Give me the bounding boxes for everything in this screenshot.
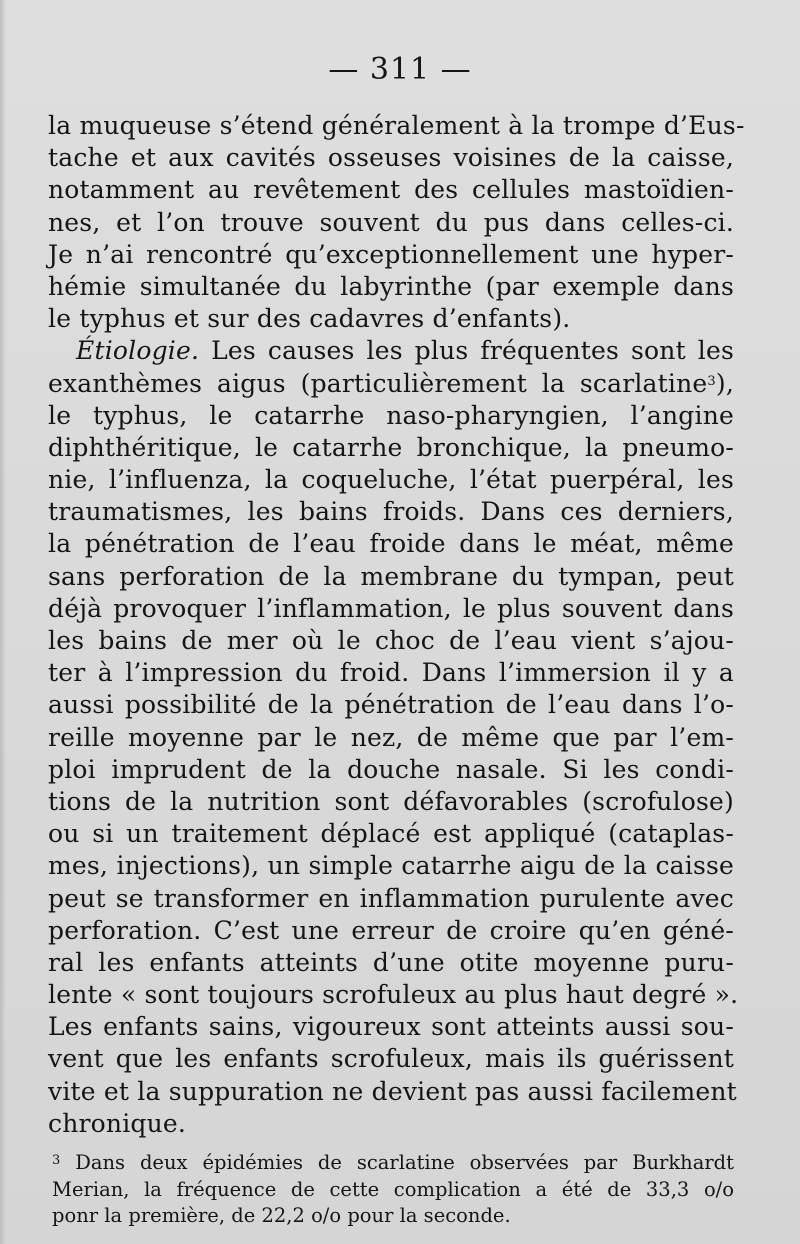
page-edge-shadow [0, 0, 6, 1244]
text-line: tions de la nutrition sont défavorables (scrofulose) [48, 786, 734, 816]
footnote-line: ponr la première, de 22,2 o/o pour la seconde. [52, 1204, 511, 1227]
text-line-with-footnote [48, 368, 734, 400]
text-line: le typhus, le catarrhe naso-pharyngien, l’angine [48, 400, 734, 430]
footnote-line: Merian, la fréquence de cette complication a été de 33,3 o/o [52, 1177, 734, 1201]
text-line: ou si un traitement déplacé est appliqué (cataplas- [48, 819, 734, 849]
text-line: sans perforation de la membrane du tympan, peut [48, 561, 734, 591]
text-line: Les enfants sains, vigoureux sont atteints aussi sou- [48, 1012, 734, 1042]
text-line: mes, injections), un simple catarrhe aigu de la caisse [48, 851, 734, 881]
text-line: aussi possibilité de la pénétration de l’eau dans l’o- [48, 690, 734, 720]
text-line: ter à l’impression du froid. Dans l’immersion il y a [48, 658, 734, 688]
text-line: Je n’ai rencontré qu’exceptionnellement une hyper- [48, 239, 734, 269]
text-line: reille moyenne par le nez, de même que par l’em- [48, 722, 734, 752]
text-line: ral les enfants atteints d’une otite moyenne puru- [48, 947, 734, 977]
text-line: ploi imprudent de la douche nasale. Si les condi- [48, 754, 734, 784]
text-line: le typhus et sur des cadavres d’enfants). [48, 304, 571, 334]
footnote [52, 1150, 734, 1230]
text-line: vite et la suppuration ne devient pas aussi facilement [48, 1076, 737, 1106]
footnote-line [52, 1150, 734, 1177]
page-number: — 311 — [328, 52, 472, 87]
section-heading: Étiologie. [76, 336, 200, 366]
text-line: peut se transformer en inflammation purulente avec [48, 883, 734, 913]
footnote-mark: 3 [52, 1153, 61, 1168]
text-line: chronique. [48, 1108, 187, 1138]
text-line: hémie simultanée du labyrinthe (par exemple dans [48, 271, 734, 301]
body-text [48, 110, 745, 1140]
text-line: lente « sont toujours scrofuleux au plus haut degré ». [48, 980, 739, 1010]
text-line: notamment au revêtement des cellules mastoïdien- [48, 175, 734, 205]
text-line: vent que les enfants scrofuleux, mais ils guérissent [48, 1044, 734, 1074]
text-line: la muqueuse s’étend généralement à la trompe d’Eus- [48, 111, 745, 140]
text-line: les bains de mer où le choc de l’eau vient s’ajou- [48, 626, 734, 655]
text-line: déjà provoquer l’inflammation, le plus souvent dans [48, 593, 734, 623]
text-line: nie, l’influenza, la coqueluche, l’état puerpéral, les [48, 465, 734, 495]
text-line: nes, et l’on trouve souvent du pus dans celles-ci. [48, 207, 734, 237]
text-line-heading [48, 335, 734, 367]
footnote-reference: 3 [707, 373, 716, 389]
text-line-rest: Les causes les plus fréquentes sont les [211, 336, 734, 366]
text-line-part: exanthèmes aigus (particulièrement la scarlatine [48, 368, 708, 398]
text-line: la pénétration de l’eau froide dans le méat, même [48, 529, 734, 559]
text-line: diphthéritique, le catarrhe bronchique, la pneumo- [48, 432, 734, 462]
text-line: tache et aux cavités osseuses voisines de la caisse, [48, 143, 734, 173]
footnote-text: Dans deux épidémies de scarlatine observées par Burkhardt [75, 1151, 734, 1174]
text-line: perforation. C’est une erreur de croire qu’en géné- [48, 915, 734, 945]
text-line: traumatismes, les bains froids. Dans ces derniers, [48, 497, 734, 527]
text-line-part: ), [715, 368, 734, 398]
